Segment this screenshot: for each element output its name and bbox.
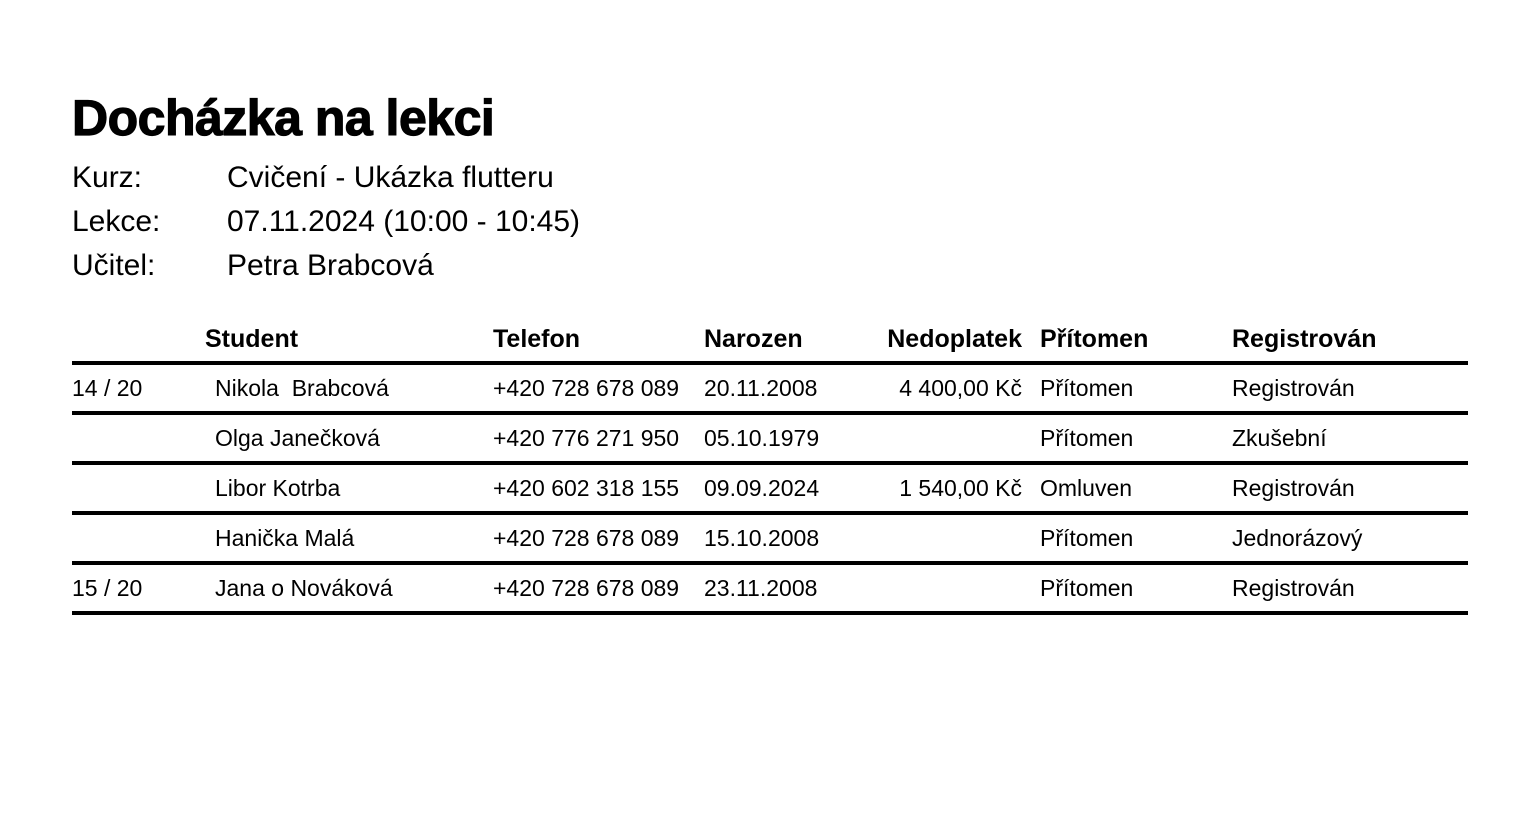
row-student: Olga Janečková: [215, 425, 380, 451]
row-registered: Jednorázový: [1232, 525, 1363, 551]
row-debt: 4 400,00 Kč: [899, 375, 1022, 401]
course-value: Cvičení - Ukázka flutteru: [227, 161, 554, 194]
row-phone: +420 728 678 089: [493, 375, 680, 401]
attendance-document: [72, 90, 1468, 601]
row-phone: +420 776 271 950: [493, 425, 680, 451]
row-present: Přítomen: [1040, 525, 1134, 551]
attendance-table: [72, 319, 1468, 615]
teacher-value: Petra Brabcová: [227, 249, 434, 282]
row-born: 05.10.1979: [704, 425, 820, 451]
row-born: 23.11.2008: [704, 575, 818, 601]
row-born: 09.09.2024: [704, 475, 820, 501]
column-header-present: Přítomen: [1040, 325, 1149, 353]
row-born: 15.10.2008: [704, 525, 820, 551]
row-student: Hanička Malá: [215, 525, 355, 551]
row-debt: 1 540,00 Kč: [899, 475, 1022, 501]
row-present: Přítomen: [1040, 425, 1134, 451]
lesson-label: Lekce:: [72, 205, 161, 238]
lesson-value: 07.11.2024 (10:00 - 10:45): [227, 205, 581, 238]
table-row: [72, 515, 1468, 565]
meta-row-teacher: [72, 244, 1468, 288]
table-row: [72, 365, 1468, 415]
row-count: 14 / 20: [72, 375, 143, 401]
row-student: Jana o Nováková: [215, 575, 393, 601]
column-header-born: Narozen: [704, 325, 803, 353]
column-header-debt: Nedoplatek: [887, 325, 1022, 353]
row-registered: Registrován: [1232, 375, 1355, 401]
row-phone: +420 602 318 155: [493, 475, 680, 501]
column-header-student: Student: [205, 325, 299, 353]
lesson-meta: [72, 156, 1468, 288]
row-present: Omluven: [1040, 475, 1133, 501]
table-header-row: [72, 319, 1468, 365]
row-student: Nikola Brabcová: [215, 375, 389, 401]
page-title: Docházka na lekci: [72, 90, 495, 146]
row-registered: Registrován: [1232, 575, 1355, 601]
meta-row-course: [72, 156, 1468, 200]
table-row: [72, 415, 1468, 465]
table-row: [72, 465, 1468, 515]
row-registered: Registrován: [1232, 475, 1355, 501]
meta-row-lesson: [72, 200, 1468, 244]
column-header-phone: Telefon: [493, 325, 581, 353]
row-registered: Zkušební: [1232, 425, 1327, 451]
row-born: 20.11.2008: [704, 375, 818, 401]
row-phone: +420 728 678 089: [493, 575, 680, 601]
row-count: 15 / 20: [72, 575, 143, 601]
column-header-registered: Registrován: [1232, 325, 1377, 353]
row-present: Přítomen: [1040, 575, 1134, 601]
course-label: Kurz:: [72, 161, 143, 194]
row-phone: +420 728 678 089: [493, 525, 680, 551]
table-row: [72, 565, 1468, 615]
teacher-label: Učitel:: [72, 249, 156, 282]
row-present: Přítomen: [1040, 375, 1134, 401]
row-student: Libor Kotrba: [215, 475, 341, 501]
